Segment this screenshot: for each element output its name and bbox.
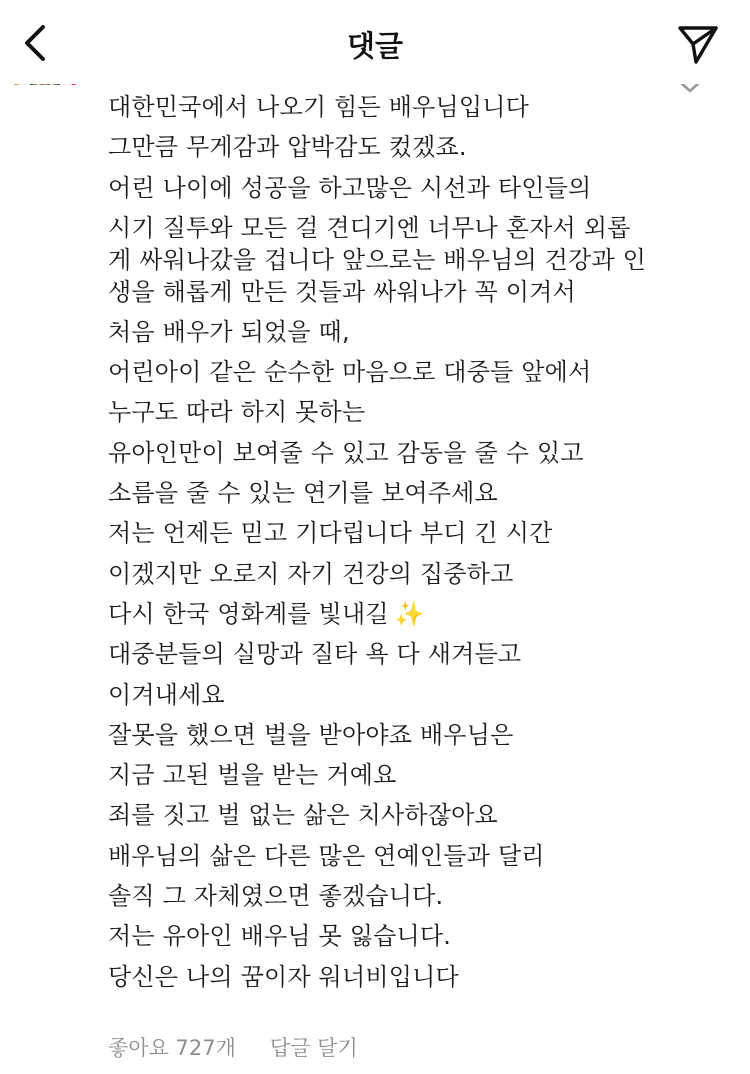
sparkle-emoji: ✨ [394,599,425,628]
comment-line: 어린아이 같은 순수한 마음으로 대중들 앞에서 [108,358,592,387]
comment-line: 유아인만이 보여줄 수 있고 감동을 줄 수 있고 [108,438,584,467]
comment-line: 어린 나이에 성공을 하고많은 시선과 타인들의 [108,173,592,202]
reply-button[interactable]: 답글 달기 [269,1036,358,1060]
comment-line: 이겠지만 오로지 자기 건강의 집중하고 [108,559,514,588]
share-button[interactable] [674,20,722,68]
comment-line: 시기 질투와 모든 걸 견디기엔 너무나 혼자서 외롭게 싸워나갔을 겁니다 앞으로는 배우님의 건강과 인생을 해롭게 만든 것들과 싸워나가 꼭 이겨서 [108,213,647,306]
page-title: 댓글 [346,29,404,63]
comment-line: 그만큼 무게감과 압박감도 컸겠죠. [108,133,467,162]
comment-line: 지금 고된 벌을 받는 거예요 [108,761,397,790]
comment-line: 누구도 따라 하지 못하는 [108,398,366,427]
header [0,0,750,84]
comment-line: 죄를 짓고 벌 없는 삶은 치사하잖아요 [108,801,498,830]
comment-line: 솔직 그 자체였으면 좋겠습니다. [108,882,444,911]
comment-line: 처음 배우가 되었을 때, [108,317,350,346]
comment-line: 저는 언제든 믿고 기다립니다 부디 긴 시간 [108,519,553,548]
send-icon [676,22,720,66]
comment-line: 당신은 나의 꿈이자 워너비입니다 [108,962,459,991]
comment-line: 잘못을 했으면 벌을 받아야죠 배우님은 [108,720,514,749]
comment-line: 이겨내세요 [108,680,225,709]
comment-line: 배우님의 삶은 다른 많은 연예인들과 달리 [108,841,545,870]
like-count[interactable]: 좋아요 727개 [108,1036,236,1060]
comment-actions [108,1032,358,1062]
comment-line: 소름을 줄 수 있는 연기를 보여주세요 [108,479,498,508]
comment-line: 저는 유아인 배우님 못 잃습니다. [108,922,452,951]
comment-line: 대한민국에서 나오기 힘든 배우님입니다 [108,93,530,121]
comment-body [108,87,648,997]
comment-line [108,594,648,634]
comment-line-text: 다시 한국 영화계를 빛내길 [108,599,389,628]
comment-line: 대중분들의 실망과 질타 욕 다 새겨듣고 [108,640,522,669]
